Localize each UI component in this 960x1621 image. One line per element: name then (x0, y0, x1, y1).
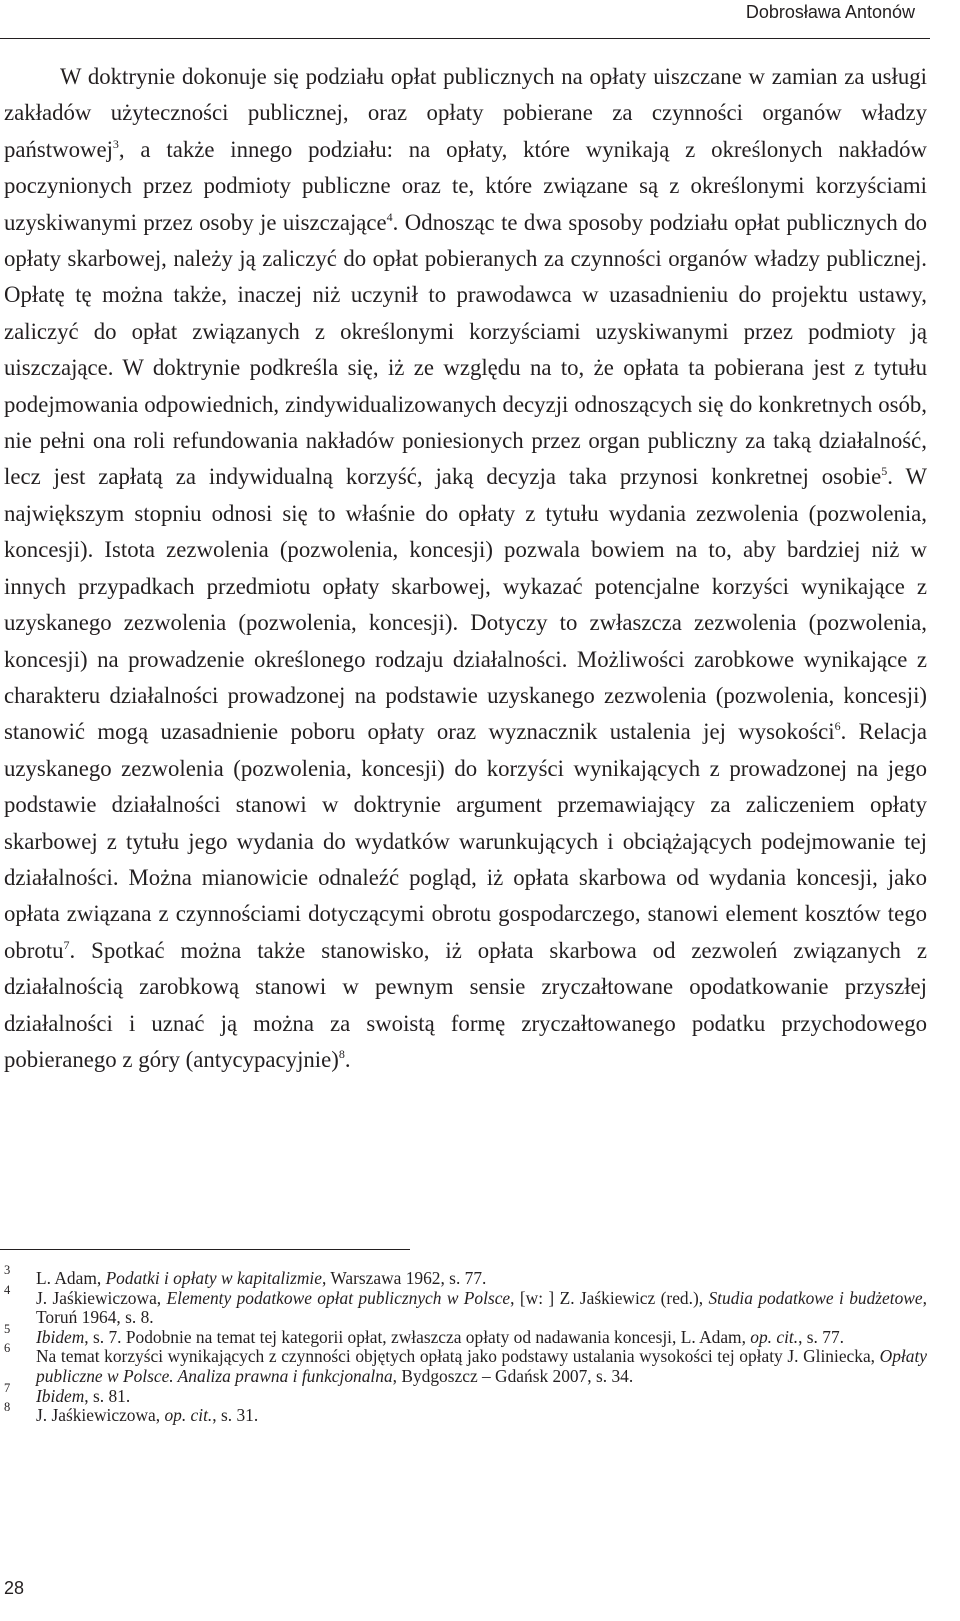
footnote-number: 7 (4, 1380, 11, 1395)
footnote-number: 5 (4, 1321, 11, 1336)
body-text-segment: . Odnosząc te dwa sposoby podziału opłat publicznych do opłaty skarbowej, należy ją zaliczyć do opłat pobieranych za czynności organów władzy publicznej. Opłatę tę można także, inaczej niż uczynił to prawodawca w uzasadnieniu do projektu ustawy, zaliczyć do opłat związanych z określonymi korzyściami uzyskiwanymi przez podmioty ją uiszczające. W doktrynie podkreśla się, iż ze względu na to, że opłata ta pobierana jest z tytułu podejmowania odpowiednich, zindywidualizowanych decyzji odnoszących się do konkretnych osób, nie pełni ona roli refundowania nakładów poniesionych przez organ publiczny za taką działalność, lecz jest zapłatą za indywidualną korzyść, jaką decyzja taka przynosi konkretnej osobie (4, 209, 928, 490)
footnote-7: 7 Ibidem, s. 81. (4, 1380, 131, 1406)
footnote-ref-5: 5 (881, 464, 888, 479)
body-text-segment: . Spotkać można także stanowisko, iż opłata skarbowa od zezwoleń związanych z działalnością zarobkową stanowi w pewnym sensie zryczałtowane opodatkowanie przyszłej działalności i uznać ją można za swoistą formę zryczałtowanego podatku przychodowego pobieranego z góry (antycypacyjnie) (4, 937, 927, 1072)
footnote-ref-3: 3 (112, 136, 119, 151)
running-header: Dobrosława Antonów (745, 2, 915, 22)
footnote-6: 6 Na temat korzyści wynikających z czynności objętych opłatą jako podstawy ustalania wysokości tej opłaty J. Gliniecka, Opłaty publiczne w Polsce. Analiza prawna i funkcjonalna, Bydgoszcz – Gdańsk 2007, s. 34. (4, 1341, 927, 1386)
footnote-number: 8 (4, 1400, 11, 1415)
footnote-4: 4 J. Jaśkiewiczowa, Elementy podatkowe opłat publicznych w Polsce, [w: ] Z. Jaśkiewicz (red.), Studia podatkowe i budżetowe, Toruń 1964, s. 8. (4, 1282, 927, 1328)
page-number: 28 (4, 1578, 25, 1598)
footnotes (4, 1263, 927, 1426)
footnote-ref-8: 8 (338, 1046, 345, 1061)
footnote-ref-4: 4 (386, 209, 393, 224)
footnote-8: 8 J. Jaśkiewiczowa, op. cit., s. 31. (4, 1400, 259, 1426)
footnote-5: 5 Ibidem, s. 7. Podobnie na temat tej kategorii opłat, zwłaszcza opłaty od nadawania koncesji, L. Adam, op. cit., s. 77. (4, 1321, 844, 1347)
footnote-separator (0, 1249, 410, 1250)
footnote-number: 3 (4, 1263, 11, 1277)
body-text-segment: W doktrynie dokonuje się podziału opłat publicznych na opłaty uiszczane w zamian za usługi zakładów użyteczności publicznej, oraz opłaty pobierane za czynności organów władzy państwowej (4, 64, 927, 162)
body-text-segment: . W największym stopniu odnosi się to właśnie do opłaty z tytułu wydania zezwolenia (pozwolenia, koncesji). Istota zezwolenia (pozwolenia, koncesji) pozwala bowiem na to, aby bardziej niż w innych przypadkach przedmiotu opłaty skarbowej, wykazać potencjalne korzyści wynikające z uzyskanego zezwolenia (pozwolenia, koncesji). Dotyczy to zwłaszcza zezwolenia (pozwolenia, koncesji) na prowadzenie określonego rodzaju działalności. Możliwości zarobkowe wynikające z charakteru działalności prowadzonej na podstawie uzyskanego zezwolenia (pozwolenia, koncesji) stanowić mogą uzasadnienie poboru opłaty oraz wyznacznik ustalenia jej wysokości (4, 464, 927, 745)
footnote-number: 4 (4, 1282, 11, 1297)
footnote-ref-6: 6 (834, 719, 841, 734)
footnote-number: 6 (4, 1341, 11, 1356)
body-text-segment: , a także innego podziału: na opłaty, które wynikają z określonych nakładów poczynionych przez podmioty publiczne oraz te, które związane są z określonymi korzyściami uzyskiwanymi przez osoby je uiszczające (4, 136, 927, 235)
footnote-3: 3 L. Adam, Podatki i opłaty w kapitalizmie, Warszawa 1962, s. 77. (4, 1263, 487, 1288)
header-rule (0, 38, 930, 39)
body-text-segment: . (344, 1046, 351, 1072)
footnote-ref-7: 7 (63, 937, 70, 952)
body-paragraph (4, 59, 927, 1078)
body-text-segment: . Relacja uzyskanego zezwolenia (pozwolenia, koncesji) do korzyści wynikających z prowadzonej na jego podstawie działalności stanowi w doktrynie argument przemawiający za zaliczeniem opłaty skarbowej z tytułu jego wydania do wydatków warunkujących i obciążających podejmowanie tej działalności. Można mianowicie odnaleźć pogląd, iż opłata skarbowa od wydania koncesji, jako opłata związana z czynnościami dotyczącymi obrotu gospodarczego, stanowi element kosztów tego obrotu (4, 719, 928, 963)
